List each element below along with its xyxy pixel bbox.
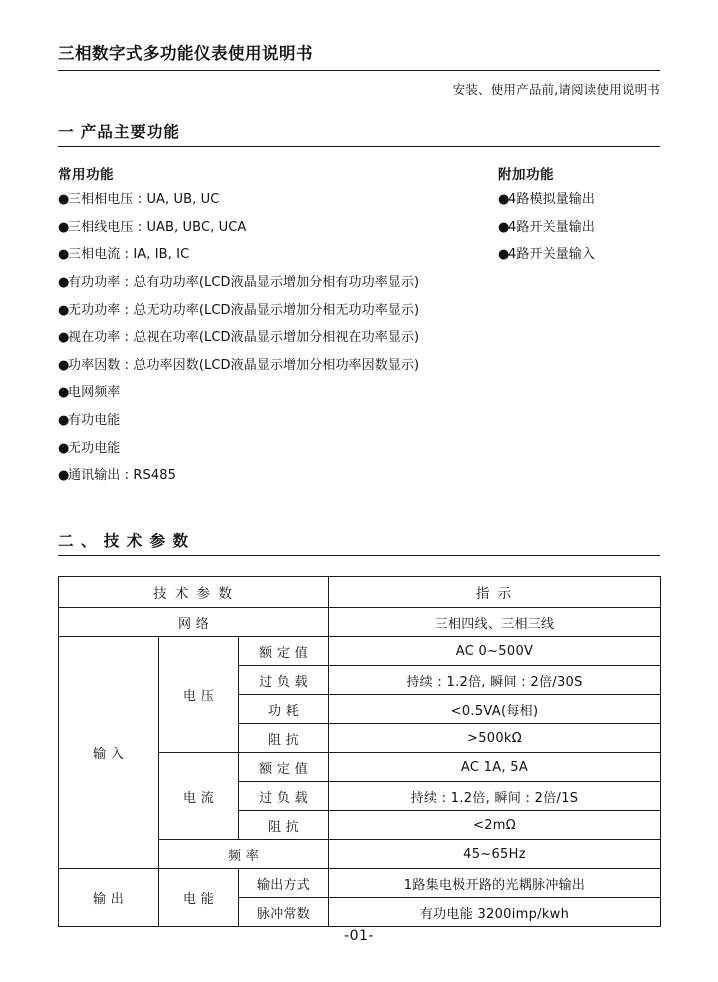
extra-functions-list [498,193,718,276]
list-item [58,304,660,318]
table-cell-category: 网 络 [59,608,329,637]
table-cell-value: AC 0~500V [329,637,661,666]
table-cell-group-input: 输 入 [59,637,159,869]
list-item-label: 4路开关量输入 [508,247,595,263]
table-cell-param: 额 定 值 [239,637,329,666]
list-item [58,276,660,290]
functions-columns [58,163,660,483]
common-functions-heading: 常用功能 [58,167,114,183]
table-cell-subgroup-current: 电 流 [159,753,239,840]
table-cell-value: 有功电能 3200imp/kwh [329,898,661,927]
list-item-label: 有功功率 : 总有功功率(LCD液晶显示增加分相有功功率显示) [68,274,420,290]
table-row [59,869,661,898]
bullet-icon: ● [498,192,510,207]
list-item [58,469,660,483]
table-cell-param: 脉冲常数 [239,898,329,927]
bullet-icon: ● [58,192,70,207]
table-cell-value: <2mΩ [329,811,661,840]
table-cell-group-output: 输 出 [59,869,159,927]
list-item [498,248,718,262]
list-item-label: 三相线电压 : UAB, UBC, UCA [68,219,247,235]
bullet-icon: ● [58,274,70,290]
list-item [58,386,660,400]
list-item [498,221,718,235]
list-item [58,442,660,456]
bullet-icon: ● [58,330,70,346]
bullet-icon: ● [498,219,510,235]
document-title: 三相数字式多功能仪表使用说明书 [58,40,660,71]
table-header-cell: 指 示 [329,577,661,608]
list-item-label: 有功电能 [68,413,121,429]
list-item-label: 电网频率 [68,385,121,401]
bullet-icon: ● [58,385,70,401]
list-item-label: 三相电流 : IA, IB, IC [68,247,190,263]
table-cell-param: 过 负 载 [239,782,329,811]
section-heading-functions-label: 一 产品主要功能 [58,123,180,141]
table-cell-value: AC 1A, 5A [329,753,661,782]
list-item-label: 4路模拟量输出 [508,192,595,207]
table-header-cell: 技 术 参 数 [59,577,329,608]
list-item-label: 无功功率 : 总无功功率(LCD液晶显示增加分相无功功率显示) [68,302,420,318]
table-row [59,608,661,637]
table-cell-value: 持续 : 1.2倍, 瞬间 : 2倍/30S [329,666,661,695]
table-cell-param: 输出方式 [239,869,329,898]
list-item-label: 通讯输出 : RS485 [68,468,176,484]
table-cell-value: 三相四线、三相三线 [329,608,661,637]
table-cell-param: 阻 抗 [239,724,329,753]
table-row [59,637,661,666]
table-cell-param: 过 负 载 [239,666,329,695]
bullet-icon: ● [58,468,70,484]
bullet-icon: ● [58,247,70,263]
section-heading-functions [58,120,660,147]
section-heading-rule [58,146,660,147]
list-item [58,359,660,373]
bullet-icon: ● [58,357,70,373]
bullet-icon: ● [498,247,510,263]
table-cell-param: 阻 抗 [239,811,329,840]
list-item [498,193,718,207]
extra-functions-heading: 附加功能 [498,167,554,183]
table-cell-value: 持续 : 1.2倍, 瞬间 : 2倍/1S [329,782,661,811]
table-cell-param: 功 耗 [239,695,329,724]
bullet-icon: ● [58,302,70,318]
section-heading-specs-label: 二 、 技 术 参 数 [58,532,189,551]
list-item-label: 4路开关量输出 [508,219,595,235]
section-heading-specs [58,529,660,556]
bullet-icon: ● [58,413,70,429]
list-item-label: 功率因数 : 总功率因数(LCD液晶显示增加分相功率因数显示) [68,357,420,373]
list-item-label: 无功电能 [68,440,121,456]
document-subtitle: 安装、使用产品前,请阅读使用说明书 [452,82,660,97]
table-cell-value: <0.5VA(每相) [329,695,661,724]
list-item [58,414,660,428]
bullet-icon: ● [58,219,70,235]
table-cell-subgroup-voltage: 电 压 [159,637,239,753]
table-cell-param: 额 定 值 [239,753,329,782]
bullet-icon: ● [58,440,70,456]
list-item [58,331,660,345]
table-row [59,577,661,608]
section-heading-rule [58,555,660,556]
table-cell-value: >500kΩ [329,724,661,753]
list-item-label: 三相相电压 : UA, UB, UC [68,192,220,207]
specifications-table [58,576,661,927]
table-cell-value: 1路集电极开路的光耦脉冲输出 [329,869,661,898]
table-cell-param: 频 率 [159,840,329,869]
table-cell-subgroup-energy: 电 能 [159,869,239,927]
list-item-label: 视在功率 : 总视在功率(LCD液晶显示增加分相视在功率显示) [68,330,420,346]
page-number: -01- [344,928,374,944]
table-cell-value: 45~65Hz [329,840,661,869]
